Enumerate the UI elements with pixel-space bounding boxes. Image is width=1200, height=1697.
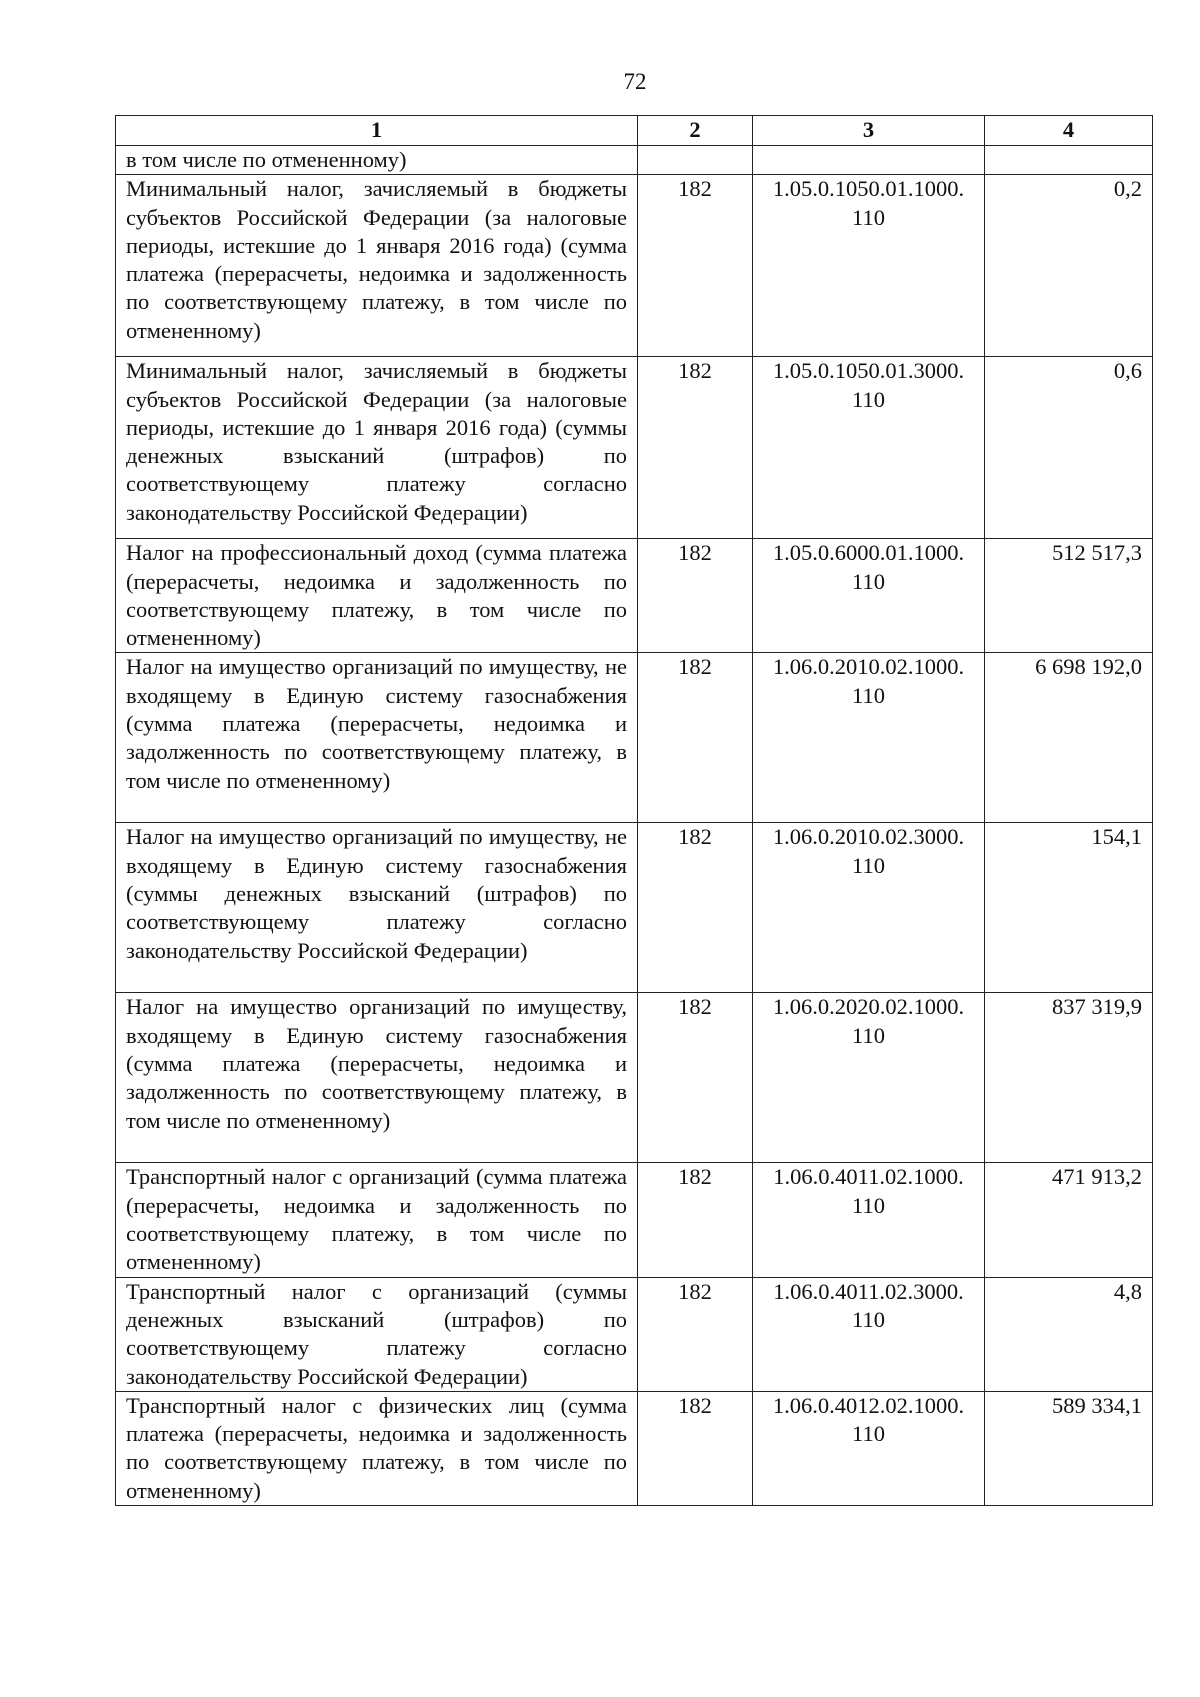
row-admin-code: 182 xyxy=(638,357,753,539)
row-kbk-suffix: 110 xyxy=(852,568,885,594)
table-row xyxy=(116,823,1153,993)
row-kbk-main: 1.06.0.2010.02.1000. xyxy=(772,654,965,680)
row-description: Транспортный налог с физических лиц (сумма платежа (перерасчеты, недоимка и задолженность по соответствующему платежу, в том числе по отмененному) xyxy=(116,1391,638,1505)
row-kbk-suffix: 110 xyxy=(852,1022,885,1048)
row-amount: 0,2 xyxy=(985,175,1153,357)
row-amount: 0,6 xyxy=(985,357,1153,539)
row-kbk xyxy=(753,175,985,357)
row-admin-code: 182 xyxy=(638,539,753,653)
row-kbk xyxy=(753,1391,985,1505)
header-col-2: 2 xyxy=(638,116,753,146)
table-row xyxy=(116,146,1153,175)
row-kbk-suffix: 110 xyxy=(852,204,885,230)
row-admin-code: 182 xyxy=(638,1391,753,1505)
row-kbk xyxy=(753,823,985,993)
row-kbk xyxy=(753,1163,985,1277)
row-amount: 154,1 xyxy=(985,823,1153,993)
row-kbk-suffix: 110 xyxy=(852,1421,885,1447)
row-kbk-main: 1.05.0.6000.01.1000. xyxy=(772,540,965,566)
row-kbk-main: 1.05.0.1050.01.3000. xyxy=(772,358,965,384)
header-col-4: 4 xyxy=(985,116,1153,146)
row-kbk-suffix: 110 xyxy=(852,852,885,878)
table-row xyxy=(116,357,1153,539)
table-row xyxy=(116,653,1153,823)
row-kbk xyxy=(753,1277,985,1391)
row-amount: 6 698 192,0 xyxy=(985,653,1153,823)
row-admin-code: 182 xyxy=(638,993,753,1163)
table-row xyxy=(116,1391,1153,1505)
row-kbk-suffix: 110 xyxy=(852,386,885,412)
header-col-1: 1 xyxy=(116,116,638,146)
row-description: Транспортный налог с организаций (суммы денежных взысканий (штрафов) по соответствующему платежу согласно законодательству Российской Федерации) xyxy=(116,1277,638,1391)
row-kbk-main: 1.05.0.1050.01.1000. xyxy=(772,176,965,202)
table-row xyxy=(116,539,1153,653)
row-kbk xyxy=(753,993,985,1163)
row-description: Минимальный налог, зачисляемый в бюджеты субъектов Российской Федерации (за налоговые периоды, истекшие до 1 января 2016 года) (суммы денежных взысканий (штрафов) по соответствующему платежу согласно законодательству Российской Федерации) xyxy=(116,357,638,539)
row-amount: 4,8 xyxy=(985,1277,1153,1391)
row-kbk-suffix: 110 xyxy=(852,1306,885,1332)
row-admin-code: 182 xyxy=(638,1277,753,1391)
page-number: 72 xyxy=(623,69,647,94)
row-amount: 589 334,1 xyxy=(985,1391,1153,1505)
row-amount xyxy=(985,146,1153,175)
row-kbk xyxy=(753,357,985,539)
row-description: Транспортный налог с организаций (сумма платежа (перерасчеты, недоимка и задолженность по соответствующему платежу, в том числе по отмененному) xyxy=(116,1163,638,1277)
row-description: Налог на имущество организаций по имуществу, не входящему в Единую систему газоснабжения (сумма платежа (перерасчеты, недоимка и задолженность по соответствующему платежу, в том числе по отмененному) xyxy=(116,653,638,823)
row-kbk-main: 1.06.0.2010.02.3000. xyxy=(772,824,965,850)
table-row xyxy=(116,993,1153,1163)
table-row xyxy=(116,1163,1153,1277)
row-description: Налог на профессиональный доход (сумма платежа (перерасчеты, недоимка и задолженность по соответствующему платежу, в том числе по отмененному) xyxy=(116,539,638,653)
row-amount: 471 913,2 xyxy=(985,1163,1153,1277)
row-admin-code: 182 xyxy=(638,1163,753,1277)
row-amount: 837 319,9 xyxy=(985,993,1153,1163)
row-kbk-main: 1.06.0.4011.02.3000. xyxy=(773,1278,964,1304)
row-kbk-main: 1.06.0.4012.02.1000. xyxy=(772,1392,965,1418)
row-kbk-main: 1.06.0.2020.02.1000. xyxy=(772,994,965,1020)
row-admin-code xyxy=(638,146,753,175)
row-description: Налог на имущество организаций по имуществу, входящему в Единую систему газоснабжения (сумма платежа (перерасчеты, недоимка и задолженность по соответствующему платежу, в том числе по отмененному) xyxy=(116,993,638,1163)
table-row xyxy=(116,1277,1153,1391)
row-kbk xyxy=(753,653,985,823)
row-kbk xyxy=(753,146,985,175)
row-admin-code: 182 xyxy=(638,175,753,357)
row-admin-code: 182 xyxy=(638,653,753,823)
row-amount: 512 517,3 xyxy=(985,539,1153,653)
table-row xyxy=(116,175,1153,357)
row-description: Минимальный налог, зачисляемый в бюджеты субъектов Российской Федерации (за налоговые периоды, истекшие до 1 января 2016 года) (сумма платежа (перерасчеты, недоимка и задолженность по соответствующему платежу, в том числе по отмененному) xyxy=(116,175,638,357)
row-kbk-suffix: 110 xyxy=(852,1192,885,1218)
row-kbk-suffix: 110 xyxy=(852,682,885,708)
row-kbk xyxy=(753,539,985,653)
row-admin-code: 182 xyxy=(638,823,753,993)
table-header-row xyxy=(116,116,1153,146)
header-col-3: 3 xyxy=(753,116,985,146)
budget-revenue-table xyxy=(115,115,1153,1506)
row-description: Налог на имущество организаций по имуществу, не входящему в Единую систему газоснабжения (суммы денежных взысканий (штрафов) по соответствующему платежу согласно законодательству Российской Федерации) xyxy=(116,823,638,993)
row-description: в том числе по отмененному) xyxy=(116,146,638,175)
row-kbk-main: 1.06.0.4011.02.1000. xyxy=(773,1164,964,1190)
